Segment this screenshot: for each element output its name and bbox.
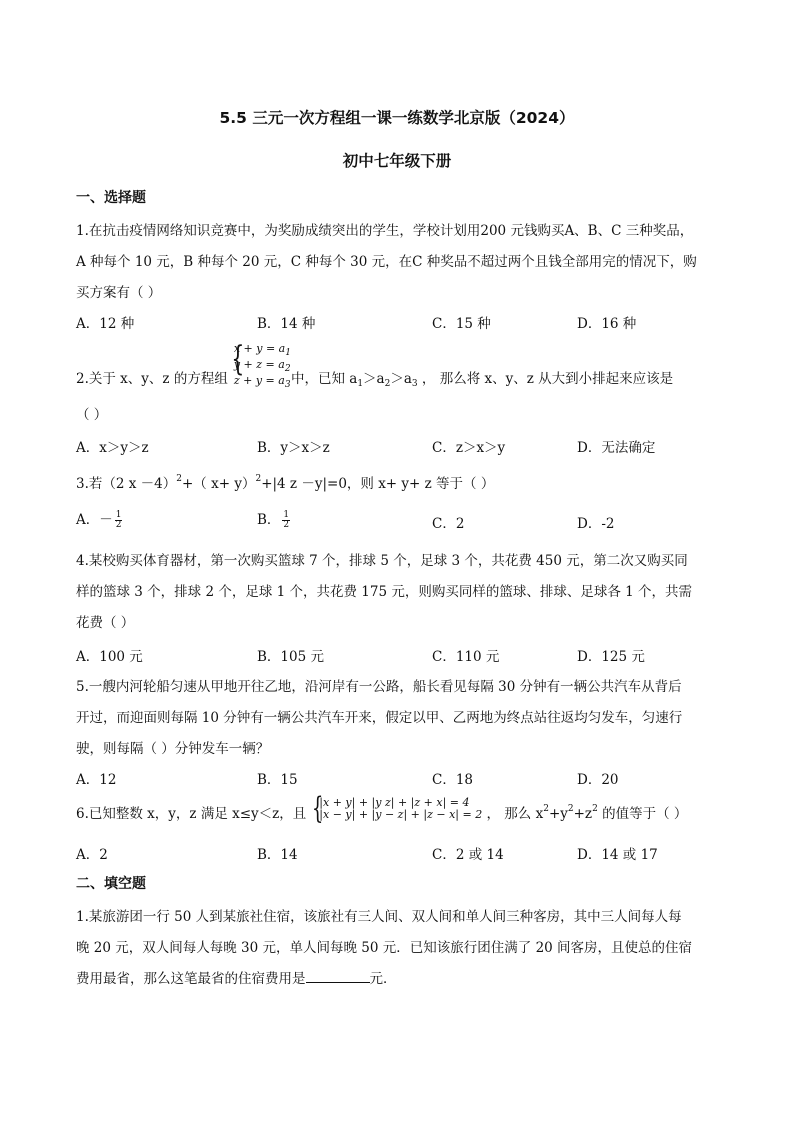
left-brace: { [231, 339, 245, 379]
q4-line-2: 样的篮球 3 个，排球 2 个，足球 1 个，共花费 175 元，则购买同样的篮球、排球、足球各 1 个，共需 [76, 584, 693, 600]
section-heading-fill: 二、填空题 [76, 876, 146, 892]
q5-option-d[interactable]: D．20 [577, 772, 619, 788]
q5-line-2: 开过，而迎面则每隔 10 分钟有一辆公共汽车开来，假定以甲、乙两地为终点站往返均匀发车，匀速行 [76, 710, 683, 726]
q6-question: ， 那么 $x^2+y^2+z^2$ 的值等于（ ） [482, 804, 688, 822]
q1-line-3: 买方案有（ ） [76, 285, 162, 301]
q6-options [76, 843, 736, 861]
q4-line-1: 4.某校购买体育器材，第一次购买篮球 7 个，排球 5 个，足球 3 个，共花费 450 元，第二次又购买同 [76, 553, 688, 569]
q5-option-c[interactable]: C．18 [432, 772, 474, 788]
q1-line-1: 1.在抗击疫情网络知识竞赛中，为奖励成绩突出的学生，学校计划用200 元钱购买A、B、C 三种奖品， [76, 223, 694, 239]
q2-eq-1: $x + y = a_1$ [233, 342, 291, 358]
fraction: $\frac{1}{2}$ [115, 510, 122, 530]
q5-option-b[interactable]: B．15 [257, 772, 298, 788]
q3-options [76, 512, 736, 530]
q6-option-d[interactable]: D．14 或 17 [577, 847, 658, 863]
q6-option-c[interactable]: C．2 或 14 [432, 847, 504, 863]
q3-option-d[interactable]: D．-2 [577, 516, 615, 532]
q1-options [76, 312, 736, 330]
q1-option-b[interactable]: B．14 种 [257, 316, 316, 332]
q6-row-1: |x + y| + |y z| + |z + x| = 4 [319, 795, 470, 809]
q6-option-a[interactable]: A．2 [76, 847, 108, 863]
q2-options [76, 436, 736, 454]
q2-eq-2: $y + z = a_2$ [233, 358, 291, 374]
left-brace: { [312, 790, 324, 826]
answer-blank[interactable] [306, 970, 370, 983]
q3-line-1: 3.若（2 x －4）$^2$+（ x+ y）$^2$+|4 z －y|=0，则 x+ y+ z 等于（ ） [76, 474, 495, 492]
q5-line-3: 驶，则每隔（ ）分钟发车一辆？ [76, 741, 270, 757]
section-heading-choice: 一、选择题 [76, 190, 146, 206]
q2-prefix: 2.关于 x、y、z 的方程组 [76, 370, 228, 387]
q5-option-a[interactable]: A．12 [76, 772, 117, 788]
f1-line-3: 费用最省，那么这笔最省的住宿费用是 元． [76, 971, 397, 987]
q6-equation-system [309, 790, 483, 826]
q1-option-d[interactable]: D．16 种 [577, 316, 637, 332]
q5-options [76, 768, 736, 786]
q3-option-b[interactable]: B． $\frac{1}{2}$ [257, 510, 290, 530]
q4-option-a[interactable]: A．100 元 [76, 649, 143, 665]
q2-option-b[interactable]: B．y＞x＞z [257, 440, 330, 456]
q4-option-d[interactable]: D．125 元 [577, 649, 645, 665]
q3-option-a[interactable]: A．－ $\frac{1}{2}$ [76, 510, 122, 530]
q1-line-2: A 种每个 10 元，B 种每个 20 元，C 种每个 30 元，在C 种奖品不超过两个且钱全部用完的情况下，购 [76, 254, 697, 270]
q2-equation-system [228, 339, 291, 391]
q6-prefix: 6.已知整数 x，y，z 满足 x≤y＜z，且 [76, 806, 307, 822]
q6-option-b[interactable]: B．14 [257, 847, 298, 863]
q6-line-1 [76, 790, 688, 826]
q2-condition: 中，已知 $a_1>a_2>a_3$ ， 那么将 x、y、z 从大到小排起来应该是 [290, 370, 674, 389]
q1-option-c[interactable]: C．15 种 [432, 316, 491, 332]
fraction: $\frac{1}{2}$ [283, 510, 290, 530]
q2-line-2: （ ） [76, 407, 108, 423]
q2-line-1 [76, 339, 674, 391]
q3-option-c[interactable]: C．2 [432, 516, 465, 532]
f1-line-1: 1.某旅游团一行 50 人到某旅社住宿，该旅社有三人间、双人间和单人间三种客房，其中三人间每人每 [76, 909, 682, 925]
q2-eq-3: $z + y = a_3$ [233, 374, 291, 390]
f1-line-2: 晚 20 元，双人间每人每晚 30 元，单人间每晚 50 元．已知该旅行团住满了 20 间客房，且使总的住宿 [76, 940, 693, 956]
q2-option-d[interactable]: D．无法确定 [577, 440, 656, 456]
q6-row-2: |x − y| + |y − z| + |z − x| = 2 [319, 807, 483, 821]
q4-options [76, 645, 736, 663]
q4-line-3: 花费（ ） [76, 615, 135, 631]
q5-line-1: 5.一艘内河轮船匀速从甲地开往乙地，沿河岸有一公路，船长看见每隔 30 分钟有一辆公共汽车从背后 [76, 679, 682, 695]
q1-option-a[interactable]: A．12 种 [76, 316, 135, 332]
q4-option-c[interactable]: C．110 元 [432, 649, 500, 665]
q2-option-a[interactable]: A．x＞y＞z [76, 440, 149, 456]
page-title: 5.5 三元一次方程组一课一练数学北京版（2024） [219, 109, 575, 127]
q4-option-b[interactable]: B．105 元 [257, 649, 324, 665]
q2-option-c[interactable]: C．z＞x＞y [432, 440, 506, 456]
page-subtitle: 初中七年级下册 [342, 152, 452, 170]
